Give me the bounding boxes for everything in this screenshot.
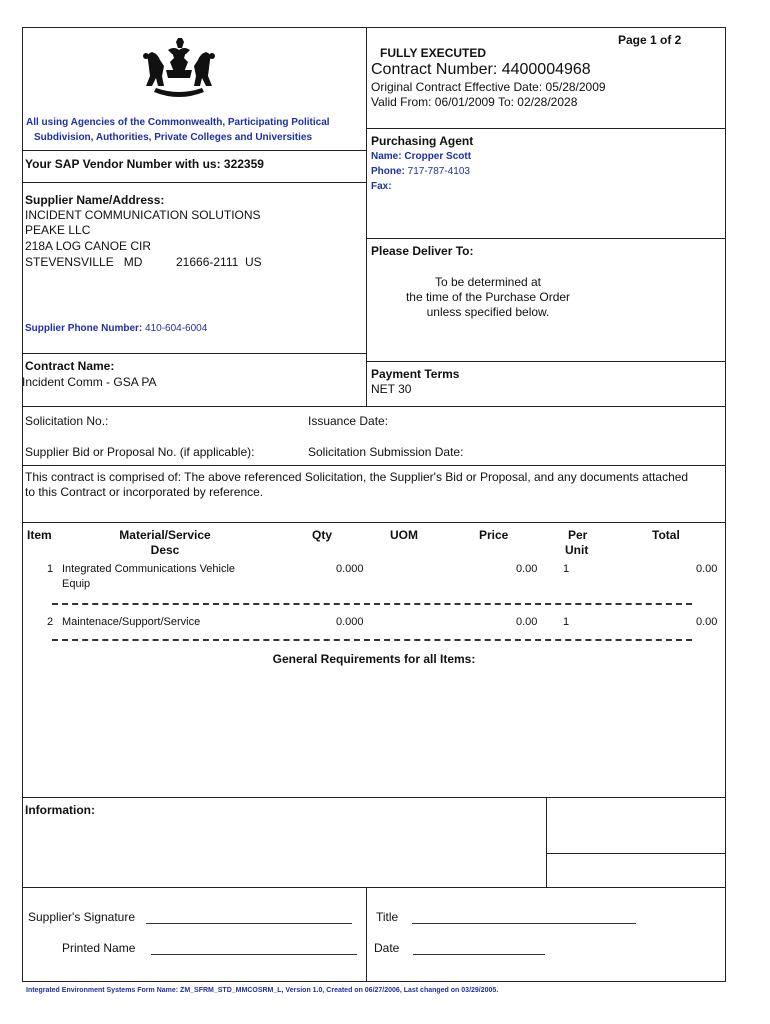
- row2-qty: 0.000: [336, 616, 364, 628]
- agent-phone-label: Phone:: [371, 166, 405, 177]
- border-bottom: [22, 981, 726, 982]
- status-label: FULLY EXECUTED: [380, 46, 487, 60]
- supplier-phone: [25, 323, 207, 334]
- date-field[interactable]: [413, 954, 545, 955]
- agent-fax-label: Fax:: [371, 181, 392, 192]
- row1-separator: [52, 603, 692, 605]
- supplier-bid-no: Supplier Bid or Proposal No. (if applicable):: [25, 445, 255, 459]
- contract-name-value: Incident Comm - GSA PA: [22, 375, 157, 389]
- column-divider: [366, 27, 367, 407]
- divider-header: [366, 128, 726, 129]
- signature-divider: [366, 887, 367, 981]
- col-item: Item: [27, 528, 52, 542]
- agencies-note-line2: Subdivision, Authorities, Private Colleges and Universities: [34, 132, 313, 143]
- col-qty: Qty: [312, 528, 333, 542]
- purchasing-agent-heading: Purchasing Agent: [371, 134, 474, 148]
- deliver-to-line2: the time of the Purchase Order: [405, 290, 571, 304]
- supplier-zip: 21666-2111 US: [176, 255, 262, 269]
- col-total: Total: [652, 528, 680, 542]
- divider-vendor: [22, 182, 367, 183]
- row2-num: 2: [47, 616, 54, 628]
- col-per-line1: Per: [568, 528, 588, 542]
- divider-supplier: [22, 353, 367, 354]
- divider-agencies: [22, 150, 367, 151]
- supplier-phone-label: Supplier Phone Number:: [25, 323, 143, 334]
- supplier-phone-value: 410-604-6004: [145, 323, 208, 334]
- col-desc-line2: Desc: [150, 543, 180, 557]
- information-label: Information:: [25, 803, 95, 817]
- supplier-heading: Supplier Name/Address:: [25, 193, 165, 207]
- printed-name-row: [62, 941, 357, 955]
- supplier-line1: INCIDENT COMMUNICATION SOLUTIONS: [25, 208, 261, 222]
- title-label: Title: [376, 910, 399, 924]
- solicitation-no: Solicitation No.:: [25, 414, 109, 428]
- divider-deliver: [366, 361, 726, 362]
- row1-num: 1: [47, 563, 54, 575]
- page-label: Page 1 of 2: [618, 33, 682, 47]
- printed-name-label: Printed Name: [62, 941, 136, 955]
- agent-phone: [371, 166, 470, 177]
- supplier-city: STEVENSVILLE MD: [25, 255, 143, 269]
- row1-price: 0.00: [516, 563, 538, 575]
- info-box-mid: [546, 853, 726, 854]
- col-desc-line1: Material/Service: [119, 528, 211, 542]
- divider-solicitation: [22, 465, 726, 466]
- printed-name-field[interactable]: [151, 954, 357, 955]
- divider-items: [22, 797, 726, 798]
- deliver-to-line3: unless specified below.: [426, 305, 550, 319]
- general-requirements: General Requirements for all Items:: [272, 652, 476, 666]
- row1-per: 1: [563, 563, 570, 575]
- supplier-signature-label: Supplier's Signature: [28, 910, 136, 924]
- valid-dates: Valid From: 06/01/2009 To: 02/28/2028: [371, 95, 578, 109]
- divider-comprised: [22, 522, 726, 523]
- row1-desc-line2: Equip: [62, 578, 91, 590]
- divider-agent: [366, 238, 726, 239]
- agent-name-label: Name:: [371, 151, 402, 162]
- contract-name-heading: Contract Name:: [25, 359, 115, 373]
- agencies-note-line1: All using Agencies of the Commonwealth, Participating Political: [26, 117, 330, 128]
- form-footer: Integrated Environment Systems Form Name: ZM_SFRM_STD_MMCOSRM_L, Version 1.0, Created on 06/27/2006, Last changed on 03/29/2005.: [26, 987, 499, 994]
- agent-name: [371, 151, 471, 162]
- supplier-line3: 218A LOG CANOE CIR: [25, 239, 152, 253]
- border-top: [22, 27, 726, 28]
- agent-phone-value: 717-787-4103: [407, 166, 470, 177]
- title-field[interactable]: [412, 923, 636, 924]
- deliver-to-heading: Please Deliver To:: [371, 244, 474, 258]
- supplier-signature-row: [28, 910, 352, 924]
- title-row: [376, 910, 636, 924]
- divider-contract: [22, 406, 726, 407]
- deliver-to-line1: To be determined at: [434, 275, 542, 289]
- original-effective-date: Original Contract Effective Date: 05/28/2009: [371, 80, 606, 94]
- issuance-date: Issuance Date:: [308, 414, 389, 428]
- payment-terms-value: NET 30: [371, 382, 412, 396]
- col-per-line2: Unit: [565, 543, 589, 557]
- row2-separator: [52, 639, 692, 641]
- row1-total: 0.00: [696, 563, 718, 575]
- row1-qty: 0.000: [336, 563, 364, 575]
- col-price: Price: [479, 528, 509, 542]
- contract-number: Contract Number: 4400004968: [371, 61, 591, 78]
- supplier-line2: PEAKE LLC: [25, 223, 91, 237]
- border-left: [22, 27, 23, 982]
- info-box-divider: [546, 797, 547, 887]
- sap-vendor-number: Your SAP Vendor Number with us: 322359: [25, 157, 264, 171]
- row2-total: 0.00: [696, 616, 718, 628]
- row2-price: 0.00: [516, 616, 538, 628]
- agent-name-value: Cropper Scott: [404, 151, 472, 162]
- col-uom: UOM: [390, 528, 418, 542]
- date-row: [374, 941, 545, 955]
- commonwealth-seal-icon: [138, 36, 220, 102]
- row2-desc-line1: Maintenace/Support/Service: [62, 616, 201, 628]
- border-right: [725, 27, 726, 982]
- supplier-signature-field[interactable]: [146, 923, 352, 924]
- row2-per: 1: [563, 616, 570, 628]
- comprised-line1: This contract is comprised of: The above referenced Solicitation, the Supplier's Bid or Proposal, and any documents attached: [25, 470, 689, 484]
- submission-date: Solicitation Submission Date:: [308, 445, 464, 459]
- date-label: Date: [374, 941, 400, 955]
- payment-terms-heading: Payment Terms: [371, 367, 460, 381]
- comprised-line2: to this Contract or incorporated by reference.: [25, 485, 264, 499]
- divider-information: [22, 887, 726, 888]
- row1-desc-line1: Integrated Communications Vehicle: [62, 563, 236, 575]
